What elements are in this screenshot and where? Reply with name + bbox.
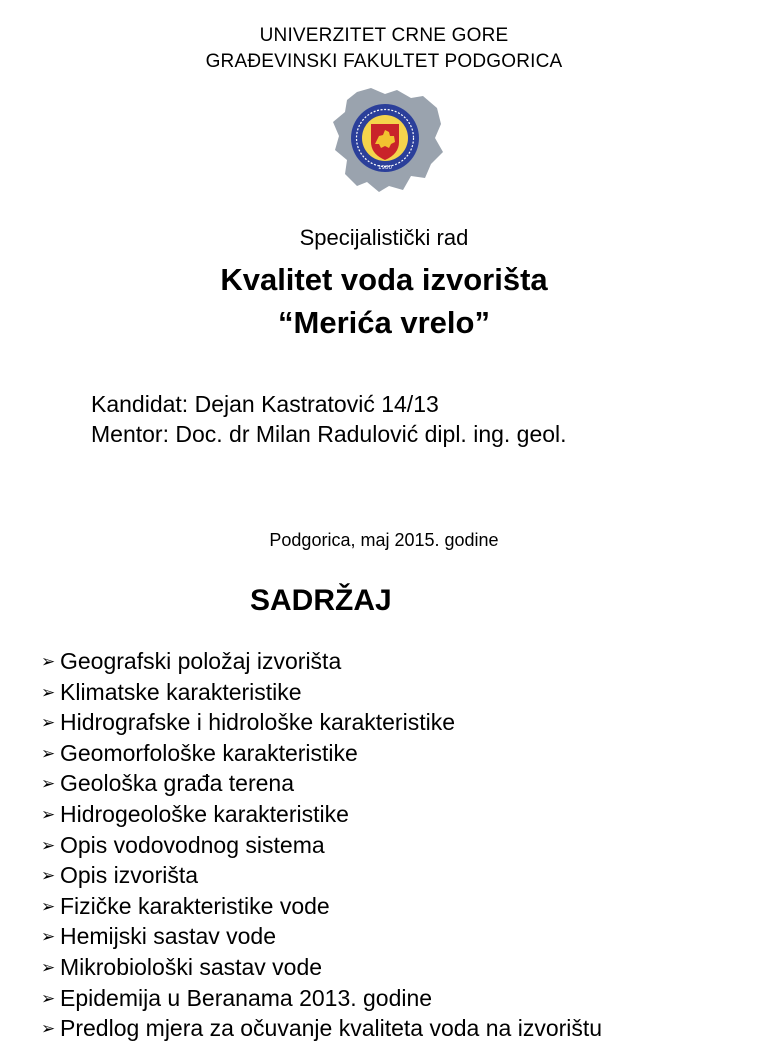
toc-item bbox=[41, 800, 602, 831]
toc-item bbox=[41, 892, 602, 923]
faculty-name: GRAĐEVINSKI FAKULTET PODGORICA bbox=[205, 51, 563, 72]
toc-item-label: Opis vodovodnog sistema bbox=[60, 831, 325, 858]
arrow-bullet-icon: ➢ bbox=[41, 743, 56, 763]
toc-heading: SADRŽAJ bbox=[250, 584, 392, 617]
toc-item-label: Geološka građa terena bbox=[60, 770, 294, 797]
arrow-bullet-icon: ➢ bbox=[41, 652, 56, 671]
toc-item bbox=[41, 708, 602, 739]
university-name: UNIVERZITET CRNE GORE bbox=[259, 25, 509, 46]
arrow-bullet-icon: ➢ bbox=[41, 804, 56, 824]
mentor-line: Mentor: Doc. dr Milan Radulović dipl. ing. geol. bbox=[91, 421, 567, 447]
toc-item-label: Predlog mjera za očuvanje kvaliteta voda na izvorištu bbox=[60, 1015, 603, 1042]
faculty-logo bbox=[327, 86, 445, 194]
toc-item-label: Mikrobiološki sastav vode bbox=[60, 953, 323, 980]
arrow-bullet-icon: ➢ bbox=[41, 957, 56, 977]
toc-item bbox=[41, 953, 602, 984]
toc-item bbox=[41, 678, 602, 709]
arrow-bullet-icon: ➢ bbox=[41, 866, 56, 886]
thesis-title-line-2: “Merića vrelo” bbox=[278, 305, 490, 340]
arrow-bullet-icon: ➢ bbox=[41, 713, 56, 733]
arrow-bullet-icon: ➢ bbox=[41, 835, 56, 855]
toc-item-label: Hemijski sastav vode bbox=[60, 923, 277, 950]
arrow-bullet-icon: ➢ bbox=[41, 1019, 56, 1039]
thesis-type: Specijalistički rad bbox=[299, 225, 469, 250]
toc-item-label: Geografski položaj izvorišta bbox=[60, 648, 342, 674]
arrow-bullet-icon: ➢ bbox=[41, 682, 56, 702]
arrow-bullet-icon: ➢ bbox=[41, 896, 56, 916]
toc-item bbox=[41, 984, 602, 1015]
candidate-line: Kandidat: Dejan Kastratović 14/13 bbox=[91, 391, 439, 417]
logo-year: 1980 bbox=[378, 165, 392, 171]
toc-item-label: Fizičke karakteristike vode bbox=[60, 892, 330, 919]
toc-item bbox=[41, 647, 602, 678]
toc-item-label: Opis izvorišta bbox=[60, 862, 199, 889]
toc-item-label: Klimatske karakteristike bbox=[60, 678, 302, 705]
place-and-date: Podgorica, maj 2015. godine bbox=[269, 530, 499, 550]
toc-item bbox=[41, 739, 602, 770]
arrow-bullet-icon: ➢ bbox=[41, 988, 56, 1008]
toc-item bbox=[41, 1014, 602, 1045]
toc-item bbox=[41, 831, 602, 862]
arrow-bullet-icon: ➢ bbox=[41, 927, 56, 947]
toc-item bbox=[41, 769, 602, 800]
toc-item-label: Geomorfološke karakteristike bbox=[60, 739, 358, 766]
thesis-title-line-1: Kvalitet voda izvorišta bbox=[220, 262, 548, 297]
arrow-bullet-icon: ➢ bbox=[41, 774, 56, 794]
toc-item-label: Hidrogeološke karakteristike bbox=[60, 800, 349, 827]
toc-item bbox=[41, 922, 602, 953]
toc-list bbox=[41, 647, 602, 1045]
toc-item bbox=[41, 861, 602, 892]
toc-item-label: Hidrografske i hidrološke karakteristike bbox=[60, 709, 455, 736]
toc-item-label: Epidemija u Beranama 2013. godine bbox=[60, 984, 433, 1011]
